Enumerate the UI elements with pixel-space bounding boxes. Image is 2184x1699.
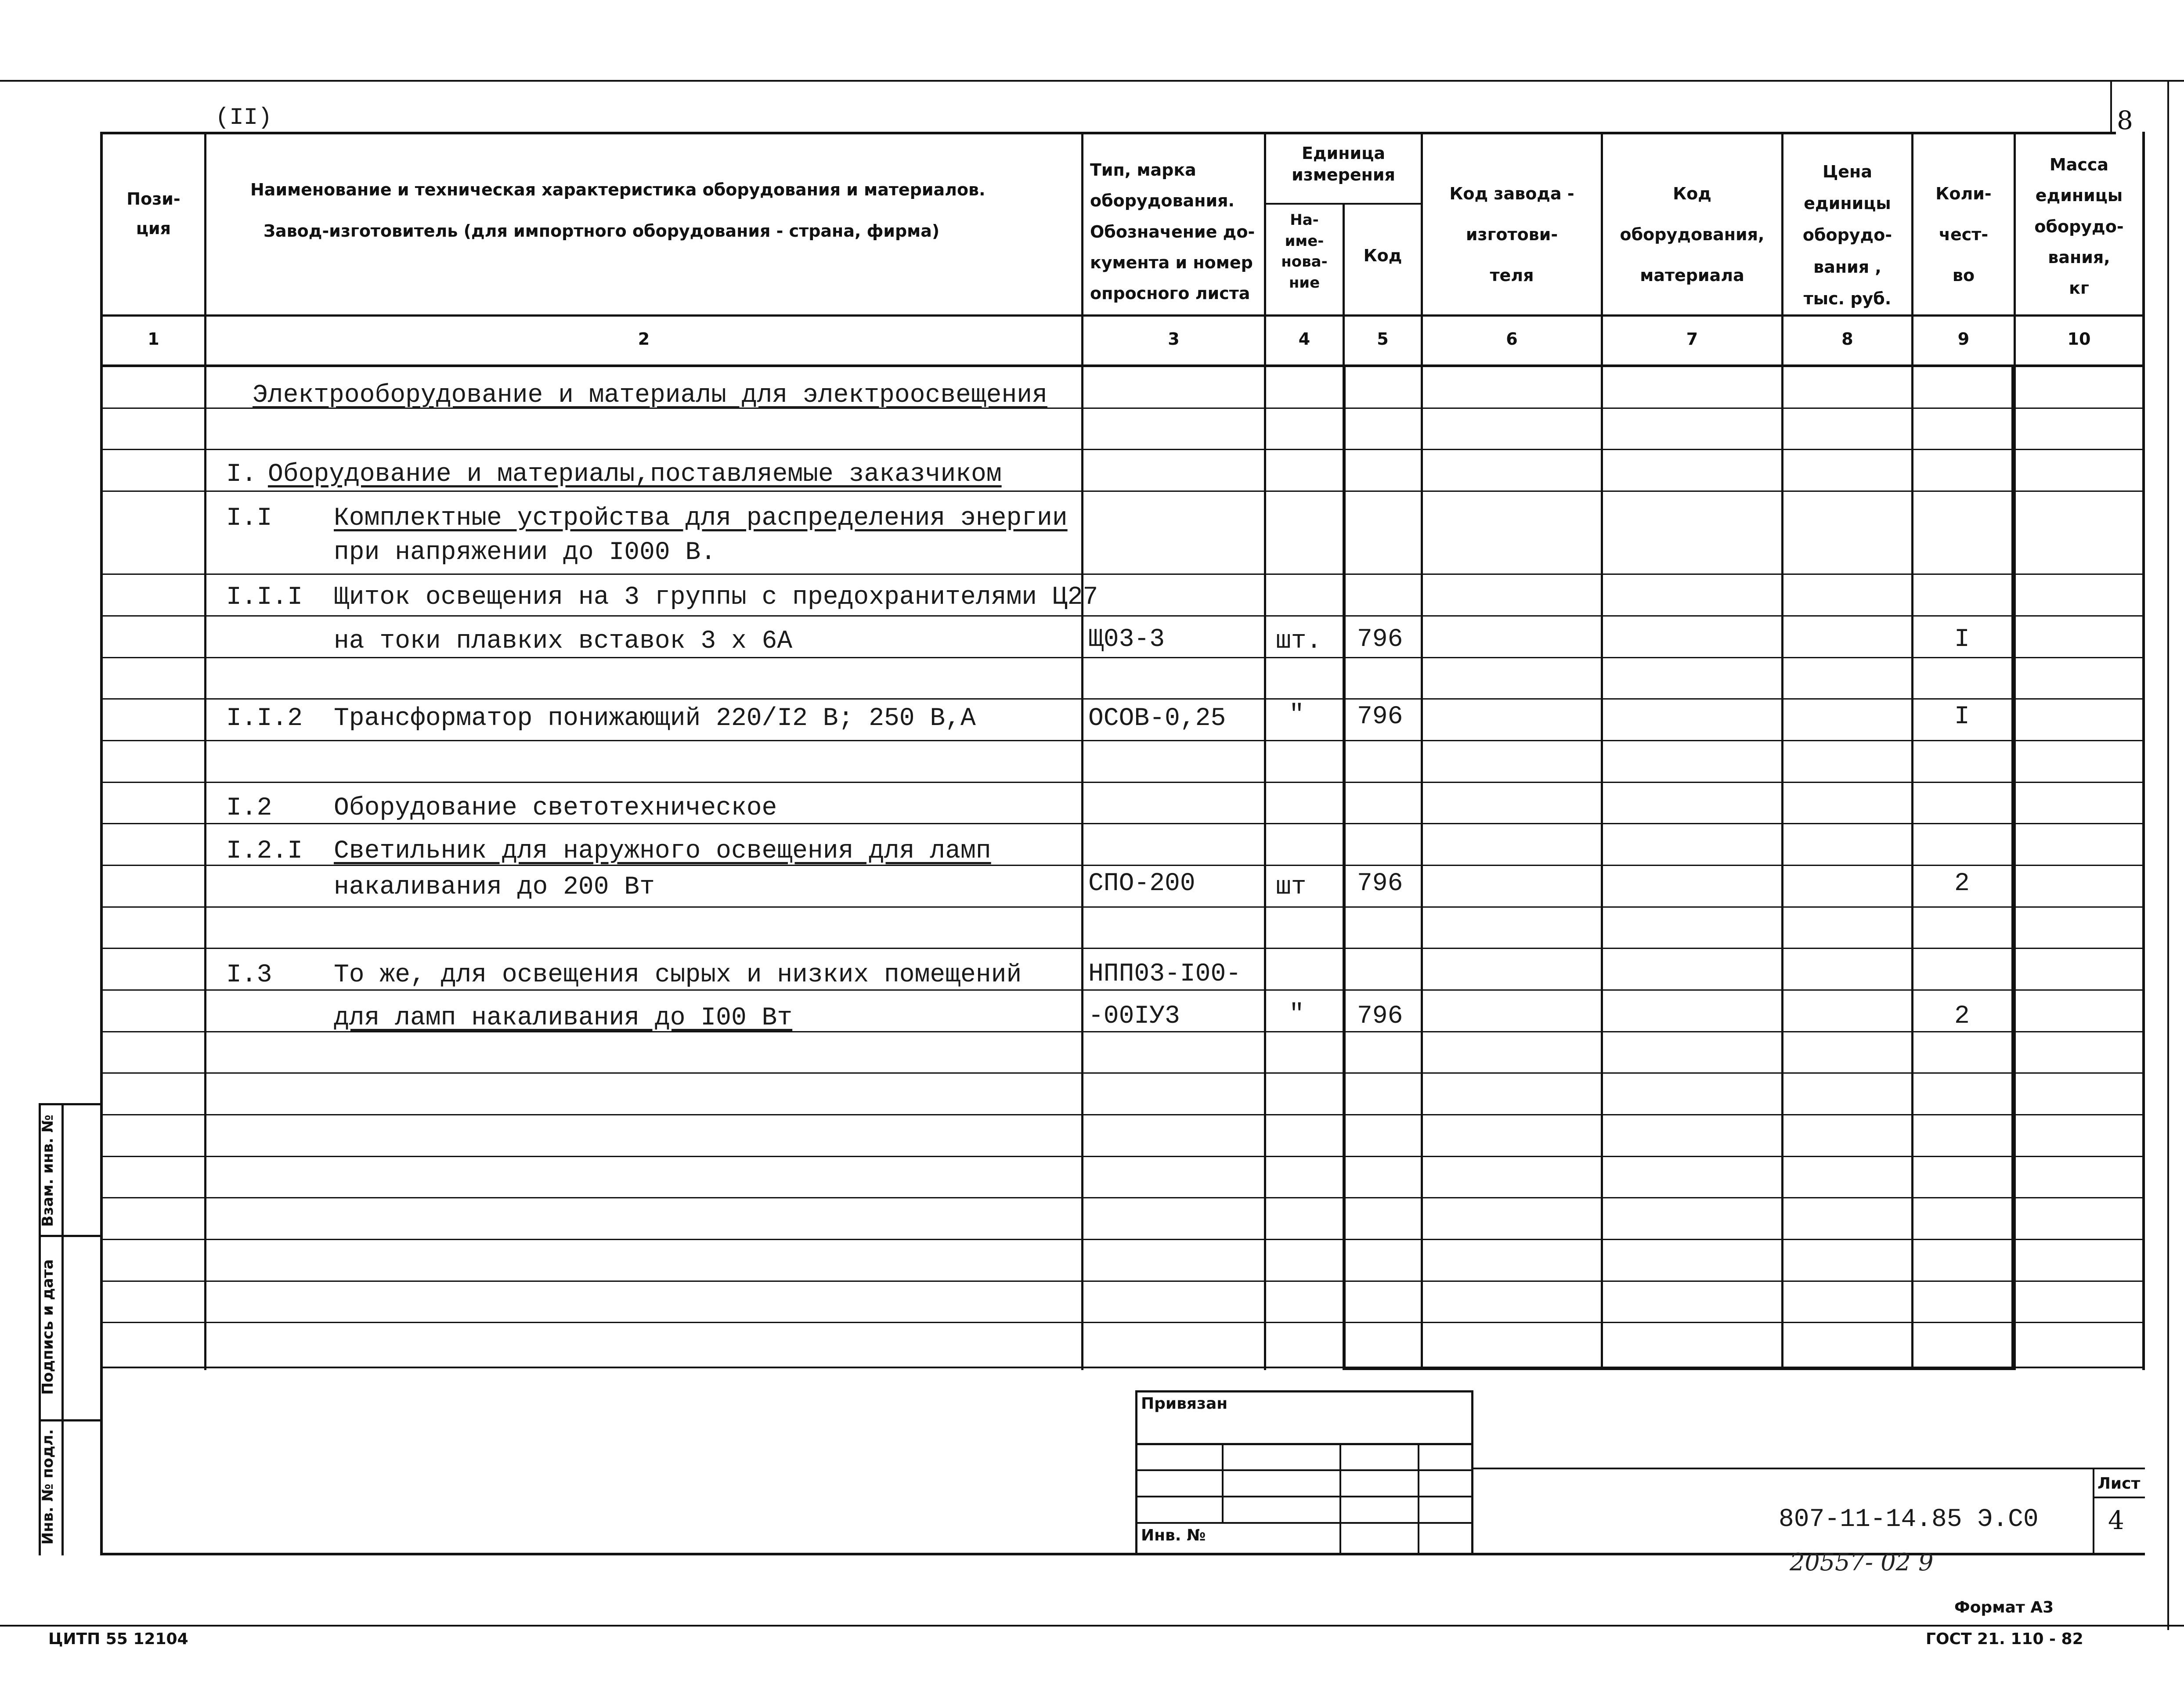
row-line bbox=[100, 449, 2145, 450]
header-quantity bbox=[1913, 173, 2014, 296]
footer-code: ЦИТП 55 12104 bbox=[48, 1630, 188, 1648]
header-type-l3: Обозначение до- bbox=[1090, 222, 1255, 242]
row-1-1-2-unit: " bbox=[1289, 701, 1304, 729]
row-line bbox=[100, 1197, 2145, 1198]
header-price-l3: оборудо- bbox=[1802, 225, 1892, 245]
row-1-2-1-type: СПО-200 bbox=[1088, 869, 1195, 898]
row-1-2-1-unit: шт bbox=[1276, 873, 1307, 902]
header-mass-l3: оборудо- bbox=[2034, 216, 2124, 236]
row-1-1-1-type: Щ03-3 bbox=[1088, 625, 1165, 654]
top-mark-left: (II) bbox=[215, 105, 272, 131]
col-line-3 bbox=[1264, 132, 1266, 1370]
colnum-6: 6 bbox=[1506, 329, 1518, 349]
row-1-3-text-l2: для ламп накаливания до I00 Вт bbox=[334, 1004, 793, 1032]
footer-line bbox=[0, 1625, 2184, 1627]
row-line bbox=[100, 1072, 2145, 1074]
colnum-7: 7 bbox=[1686, 329, 1698, 349]
stamp-handwritten: 20557- 02 9 bbox=[1790, 1548, 1934, 1576]
header-factory-code-l2: изготови- bbox=[1466, 225, 1558, 245]
row-line bbox=[100, 1239, 2145, 1240]
header-equipment-code-l1: Код bbox=[1673, 184, 1711, 203]
row-line bbox=[100, 740, 2145, 741]
row-line bbox=[100, 948, 2145, 949]
colnum-2: 2 bbox=[638, 329, 650, 349]
col-line-8 bbox=[1911, 132, 1913, 1370]
stamp-top-line bbox=[1135, 1390, 1473, 1392]
row-line bbox=[100, 906, 2145, 908]
sheet-top-line bbox=[0, 80, 2184, 82]
header-quantity-l3: во bbox=[1952, 266, 1975, 285]
col-line-6 bbox=[1601, 132, 1603, 1370]
colnum-3: 3 bbox=[1168, 329, 1180, 349]
row-1-3-unit: " bbox=[1289, 1000, 1304, 1029]
header-unit-name-l2: име- bbox=[1285, 232, 1324, 250]
colnum-5: 5 bbox=[1377, 329, 1389, 349]
row-line bbox=[100, 1156, 2145, 1157]
header-type-l4: кумента и номер bbox=[1090, 253, 1253, 272]
group1-number: I. bbox=[226, 460, 257, 489]
side-stamp-mid-line bbox=[61, 1103, 64, 1555]
col-line-7 bbox=[1781, 132, 1783, 1370]
row-1-2-position: I.2 bbox=[226, 794, 272, 822]
section-title: Электрооборудование и материалы для электроосвещения bbox=[253, 381, 1047, 410]
header-mass-l4: вания, bbox=[2048, 247, 2110, 267]
header-name-l1: Наименование и техническая характеристика оборудования и материалов. bbox=[250, 180, 986, 199]
row-line bbox=[100, 1322, 2145, 1323]
row-1-1-1-text-l2: на токи плавких вставок 3 х 6А bbox=[334, 627, 793, 656]
stamp-list-label: Лист bbox=[2097, 1475, 2141, 1493]
row-1-3-position: I.3 bbox=[226, 961, 272, 989]
header-position-l1: Пози- bbox=[126, 189, 180, 209]
table-top-border bbox=[100, 132, 2116, 134]
colnum-bottom-line bbox=[100, 364, 2145, 367]
row-1-1-1-qty: I bbox=[1954, 625, 1970, 654]
header-price-l1: Цена bbox=[1823, 162, 1872, 181]
header-quantity-l2: чест- bbox=[1939, 225, 1989, 245]
header-type-l5: опросного листа bbox=[1090, 284, 1250, 303]
col-line-5 bbox=[1421, 132, 1423, 1370]
side-stamp-vzam: Взам. инв. № bbox=[39, 1115, 57, 1227]
header-price bbox=[1783, 156, 1911, 314]
row-1-3-code: 796 bbox=[1357, 1002, 1403, 1031]
stamp-list-sep bbox=[2093, 1497, 2145, 1498]
header-price-l2: единицы bbox=[1804, 194, 1891, 213]
footer-format: Формат А3 bbox=[1954, 1598, 2054, 1616]
header-unit-name-l4: ние bbox=[1289, 274, 1320, 292]
row-line bbox=[100, 823, 2145, 824]
col-line-2 bbox=[1081, 132, 1083, 1370]
header-quantity-l1: Коли- bbox=[1935, 184, 1992, 203]
header-equipment-code-l2: оборудования, bbox=[1620, 225, 1765, 245]
header-unit-l1: Единица bbox=[1302, 144, 1385, 163]
side-stamp-podpis: Подпись и дата bbox=[39, 1259, 57, 1395]
header-mass-l5: кг bbox=[2069, 278, 2089, 298]
header-position-l2: ция bbox=[136, 218, 171, 238]
header-type bbox=[1090, 155, 1263, 309]
row-1-2-text: Оборудование светотехническое bbox=[334, 794, 777, 822]
header-name-l2: Завод-изготовитель (для импортного оборудования - страна, фирма) bbox=[264, 221, 940, 241]
row-1-3-type-l2: -00IУ3 bbox=[1088, 1002, 1180, 1031]
row-1-1-1-code: 796 bbox=[1357, 625, 1403, 654]
stamp-col-1 bbox=[1222, 1443, 1224, 1522]
header-equipment-code-l3: материала bbox=[1640, 266, 1744, 285]
header-mass bbox=[2016, 149, 2142, 303]
header-type-l2: оборудования. bbox=[1090, 191, 1235, 211]
header-mass-l1: Масса bbox=[2049, 155, 2109, 174]
col-line-9-bold bbox=[2011, 367, 2015, 1370]
row-1-3-qty: 2 bbox=[1954, 1002, 1970, 1031]
colnum-4: 4 bbox=[1298, 329, 1310, 349]
stamp-list-left-line bbox=[2093, 1468, 2094, 1554]
unit-split-line bbox=[1264, 203, 1423, 205]
header-equipment-code bbox=[1603, 173, 1781, 296]
colnum-10: 10 bbox=[2067, 329, 2091, 349]
header-price-l5: тыс. руб. bbox=[1803, 289, 1892, 308]
header-position bbox=[103, 184, 204, 243]
header-mass-l2: единицы bbox=[2035, 186, 2123, 206]
row-line bbox=[100, 491, 2145, 492]
header-factory-code-l3: теля bbox=[1490, 266, 1534, 285]
header-unit-name-l3: нова- bbox=[1281, 253, 1328, 271]
header-bottom-line bbox=[100, 314, 2145, 317]
row-1-1-1-unit: шт. bbox=[1276, 627, 1322, 656]
row-1-1-2-position: I.I.2 bbox=[226, 704, 303, 733]
colnum-1: 1 bbox=[148, 329, 159, 349]
row-line bbox=[100, 782, 2145, 783]
row-line bbox=[100, 615, 2145, 617]
stamp-row-1 bbox=[1135, 1443, 1473, 1445]
row-line bbox=[100, 1281, 2145, 1282]
top-right-tick bbox=[2110, 82, 2112, 134]
stamp-row-2 bbox=[1135, 1469, 1473, 1471]
col-line-1 bbox=[204, 132, 206, 1370]
row-line bbox=[100, 698, 2145, 700]
row-1-1-2-type: ОСОВ-0,25 bbox=[1088, 704, 1226, 733]
header-type-l1: Тип, марка bbox=[1090, 160, 1196, 180]
colnum-8: 8 bbox=[1841, 329, 1853, 349]
row-line bbox=[100, 574, 2145, 575]
stamp-inv-no: Инв. № bbox=[1141, 1526, 1206, 1544]
header-name bbox=[250, 180, 1076, 241]
stamp-right-line bbox=[1471, 1390, 1473, 1554]
row-1-1-1-text-l1: Щиток освещения на 3 группы с предохранителями Ц27 bbox=[334, 583, 1098, 612]
header-price-l4: вания , bbox=[1813, 257, 1881, 277]
header-unit-code: Код bbox=[1363, 246, 1402, 265]
sheet-number-top: 8 bbox=[2117, 105, 2133, 135]
group1-title: Оборудование и материалы,поставляемые заказчиком bbox=[268, 460, 1002, 489]
row-1-2-1-qty: 2 bbox=[1954, 869, 1970, 898]
header-unit-l2: измерения bbox=[1292, 165, 1395, 185]
footer-gost: ГОСТ 21. 110 - 82 bbox=[1926, 1630, 2083, 1648]
header-factory-code-l1: Код завода - bbox=[1449, 184, 1574, 203]
sheet-right-line bbox=[2167, 80, 2169, 1630]
row-1-1-2-code: 796 bbox=[1357, 703, 1403, 731]
row-1-1-2-text: Трансформатор понижающий 220/I2 В; 250 В,А bbox=[334, 704, 976, 733]
header-unit-name-l1: На- bbox=[1290, 211, 1319, 229]
row-line bbox=[100, 657, 2145, 658]
row-1-2-1-text-l1: Светильник для наружного освещения для ламп bbox=[334, 837, 991, 866]
stamp-col-2 bbox=[1339, 1443, 1341, 1554]
row-1-1-text-l2: при напряжении до I000 В. bbox=[334, 538, 716, 567]
row-line bbox=[100, 1114, 2145, 1115]
stamp-col-3 bbox=[1418, 1443, 1419, 1554]
row-line bbox=[100, 989, 2145, 991]
stamp-main-top-line bbox=[1473, 1468, 2145, 1469]
stamp-row-4 bbox=[1135, 1522, 1473, 1524]
col-line-4-bold bbox=[1343, 367, 1346, 1370]
row-1-1-1-position: I.I.I bbox=[226, 583, 303, 612]
stamp-row-3 bbox=[1135, 1496, 1473, 1497]
side-stamp-inv: Инв. № подл. bbox=[39, 1429, 57, 1545]
row-1-2-1-code: 796 bbox=[1357, 869, 1403, 898]
row-1-1-text-l1: Комплектные устройства для распределения энергии bbox=[334, 504, 1068, 533]
colnum-9: 9 bbox=[1957, 329, 1970, 349]
header-unit-name bbox=[1266, 210, 1343, 293]
row-1-3-type-l1: НПП03-I00- bbox=[1088, 960, 1242, 988]
row-1-2-1-text-l2: накаливания до 200 Вт bbox=[334, 873, 655, 902]
row-1-1-position: I.I bbox=[226, 504, 272, 533]
stamp-doc-code: 807-11-14.85 Э.С0 bbox=[1779, 1505, 2039, 1534]
table-right-border bbox=[2142, 132, 2145, 1370]
row-1-3-text-l1: То же, для освещения сырых и низких помещений bbox=[334, 961, 1022, 989]
header-factory-code bbox=[1423, 173, 1601, 296]
stamp-left-line bbox=[1135, 1390, 1137, 1554]
row-1-2-1-position: I.2.I bbox=[226, 837, 303, 866]
header-unit bbox=[1266, 143, 1421, 186]
stamp-privyazan: Привязан bbox=[1141, 1395, 1228, 1413]
row-1-1-2-qty: I bbox=[1954, 703, 1970, 731]
stamp-list-number: 4 bbox=[2108, 1505, 2124, 1535]
row-line-last bbox=[100, 1367, 2145, 1368]
